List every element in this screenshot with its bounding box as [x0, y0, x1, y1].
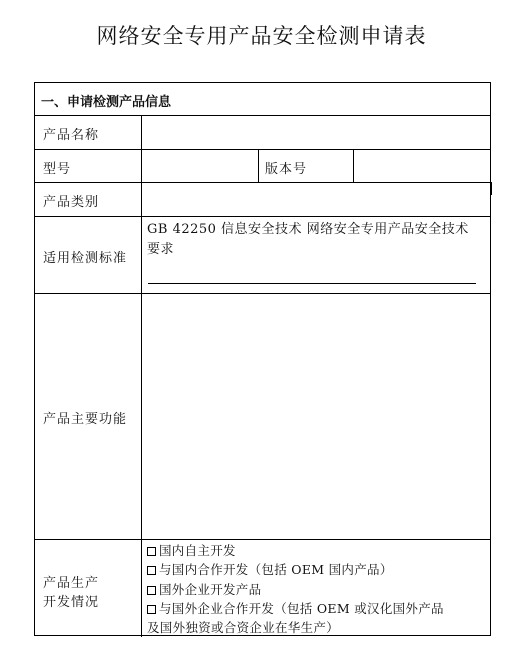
- standard-label: 适用检测标准: [43, 251, 128, 266]
- column-divider: [353, 149, 354, 182]
- function-label: 产品主要功能: [43, 412, 128, 427]
- version-label: 版本号: [265, 162, 308, 177]
- row-divider: [35, 293, 490, 294]
- row-divider: [35, 182, 490, 183]
- margin-mark: [490, 182, 492, 195]
- standard-underline: [148, 283, 476, 284]
- version-field[interactable]: [357, 153, 489, 181]
- option-foreign-cooperation[interactable]: [147, 599, 444, 617]
- option-label: 与国外企业合作开发（包括 OEM 或汉化国外产品: [159, 601, 444, 616]
- model-label: 型号: [43, 162, 72, 177]
- category-field[interactable]: [145, 186, 489, 214]
- column-divider: [141, 115, 142, 637]
- checkbox-icon[interactable]: [147, 605, 156, 614]
- row-divider: [35, 115, 490, 116]
- standard-value: GB 42250 信息安全技术 网络安全专用产品安全技术要求: [147, 222, 469, 257]
- option-domestic-own[interactable]: [147, 541, 236, 559]
- checkbox-icon[interactable]: [147, 566, 156, 575]
- model-field[interactable]: [145, 153, 259, 181]
- application-form-table: [34, 82, 491, 636]
- option-label: 国外企业开发产品: [159, 582, 262, 597]
- option-domestic-cooperation[interactable]: [147, 560, 393, 578]
- checkbox-icon[interactable]: [147, 586, 156, 595]
- section-heading: 一、申请检测产品信息: [41, 95, 172, 110]
- dev-label-line2: 开发情况: [43, 595, 100, 610]
- option-label: 与国内合作开发（包括 OEM 国内产品）: [159, 562, 393, 577]
- function-field[interactable]: [145, 297, 489, 539]
- dev-label-line1: 产品生产: [43, 576, 100, 591]
- option-label: 国内自主开发: [159, 543, 236, 558]
- checkbox-icon[interactable]: [147, 547, 156, 556]
- row-divider: [35, 149, 490, 150]
- product-name-label: 产品名称: [43, 128, 100, 143]
- form-title: 网络安全专用产品安全检测申请表: [96, 24, 427, 48]
- product-name-field[interactable]: [145, 119, 489, 147]
- row-divider: [35, 216, 490, 217]
- option-continuation: 及国外独资或合资企业在华生产）: [147, 620, 340, 635]
- row-divider: [35, 539, 490, 540]
- option-foreign-developed[interactable]: [147, 580, 261, 598]
- category-label: 产品类别: [43, 195, 100, 210]
